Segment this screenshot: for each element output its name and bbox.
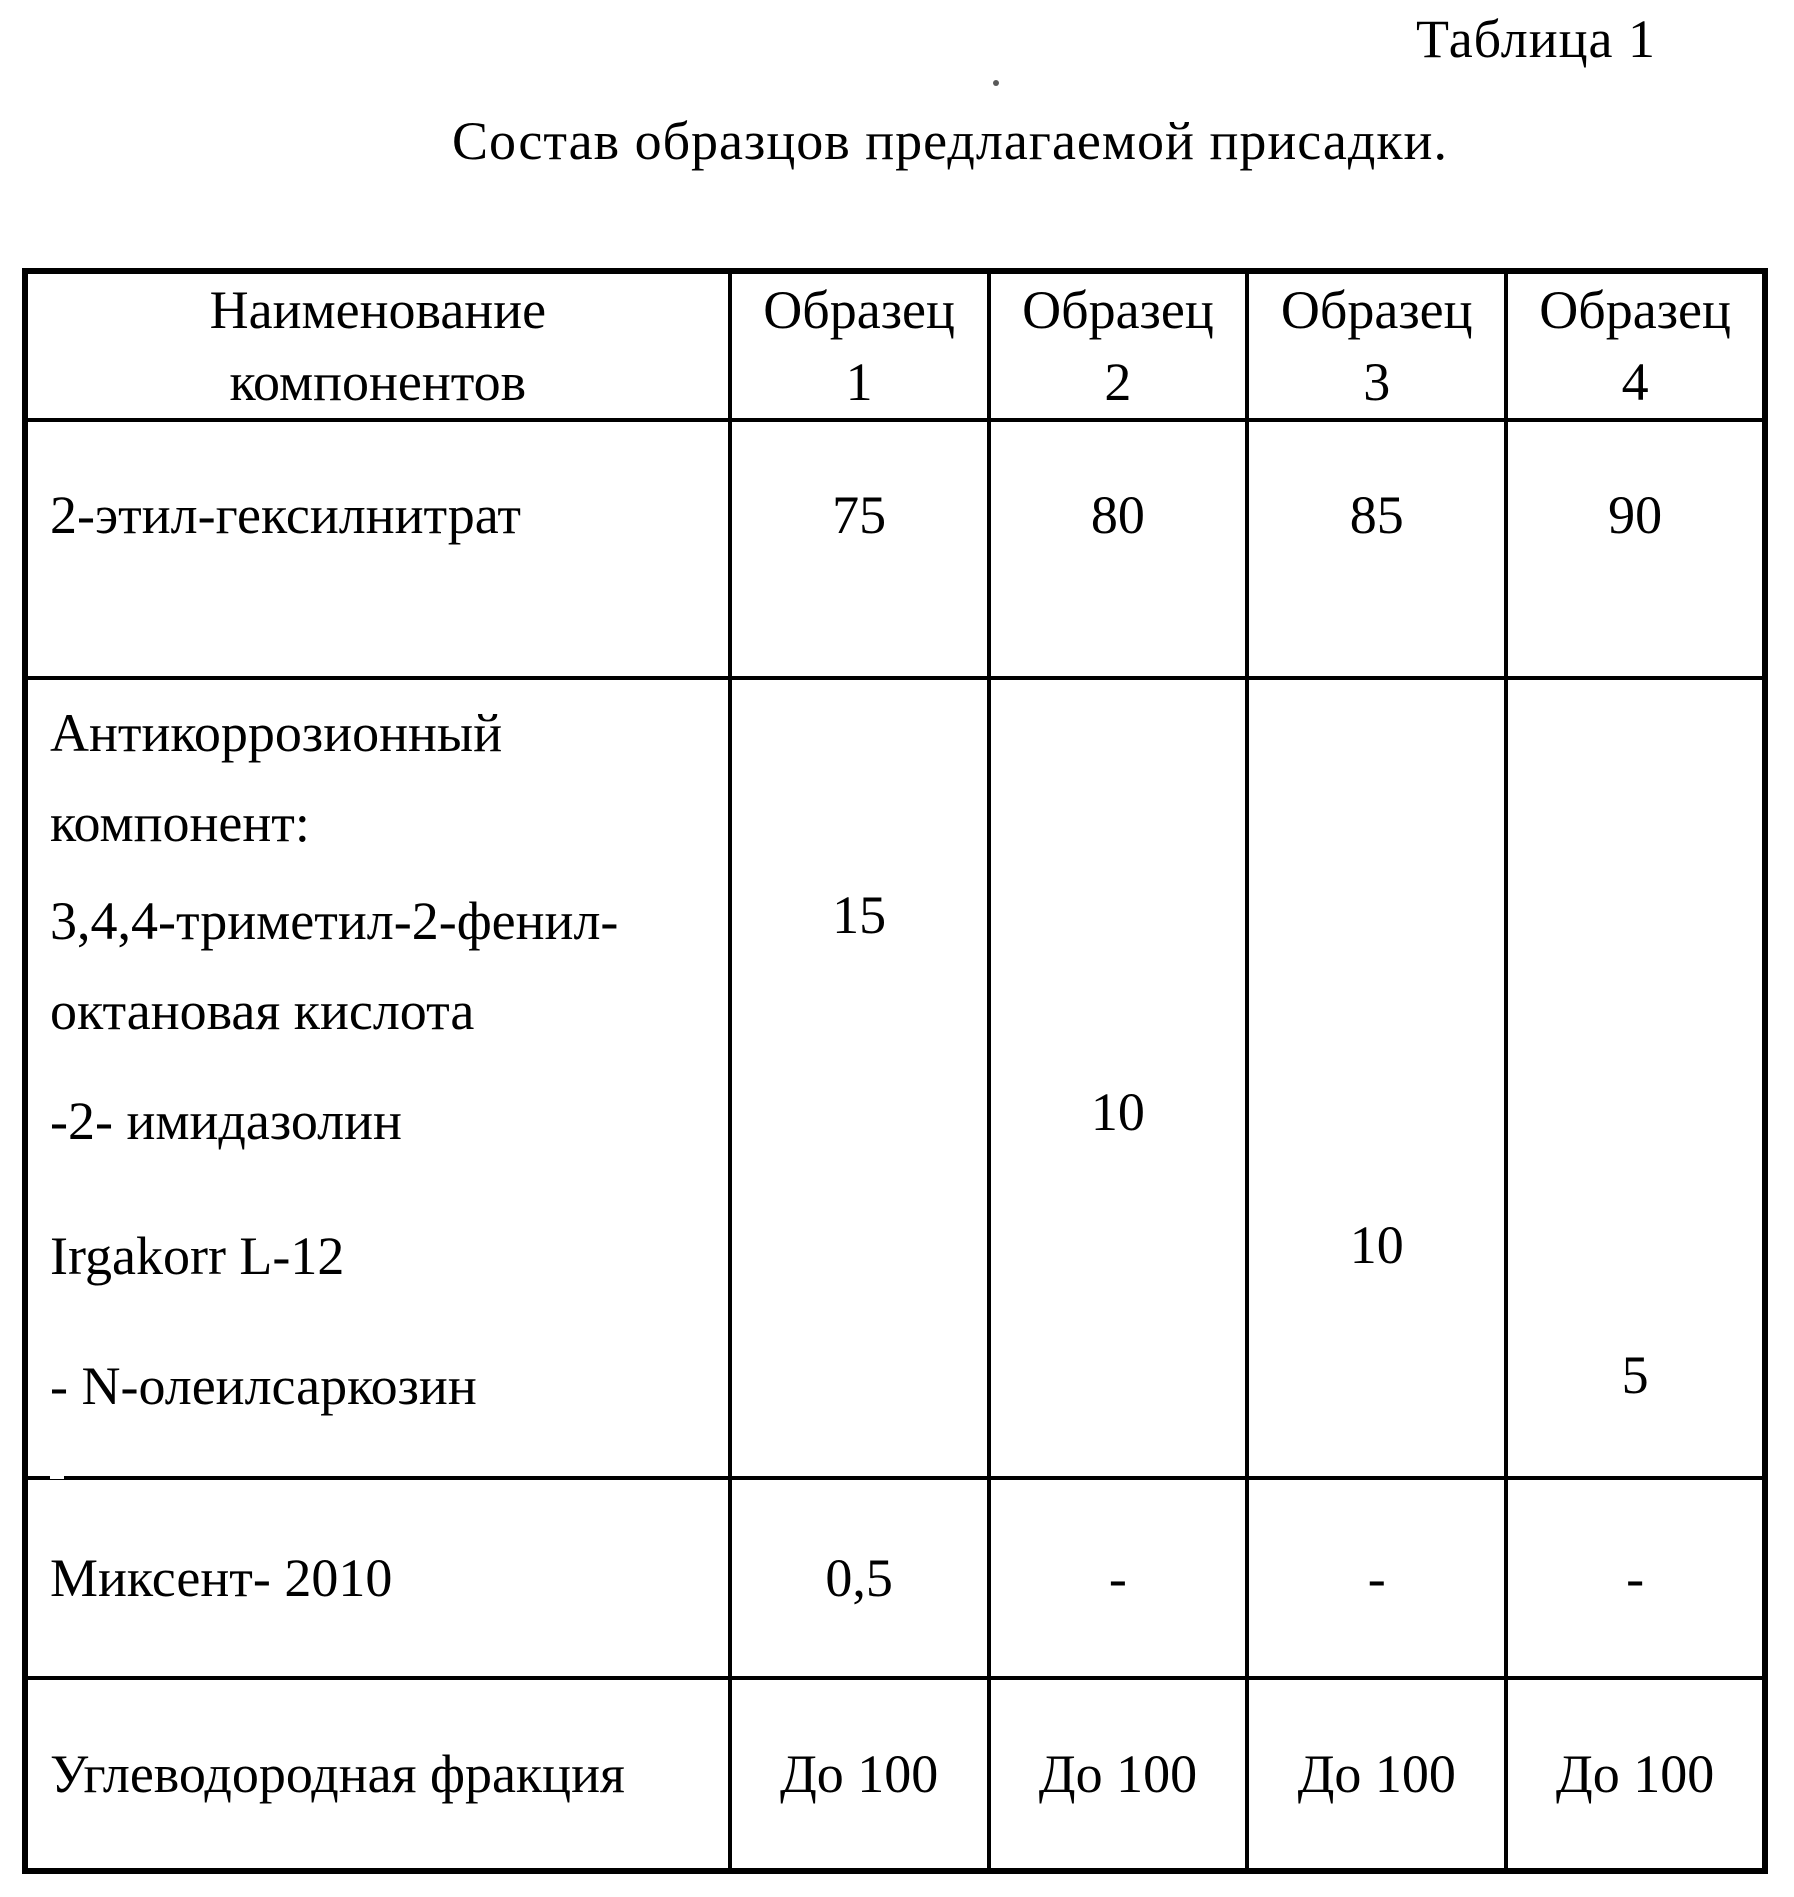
- components-header-cell: Наименование компонентов: [25, 271, 730, 420]
- value-cell-sample-4: -: [1506, 1478, 1765, 1678]
- table-header-row: [25, 271, 1765, 420]
- sample-1-header-cell: Образец 1: [730, 271, 989, 420]
- component-name-cell: 2-этил-гексилнитрат: [25, 420, 730, 678]
- value-cell-sample-3: 85: [1247, 420, 1506, 678]
- table-number-label: Таблица 1: [1416, 9, 1656, 69]
- sample-2-header-cell: Образец 2: [989, 271, 1248, 420]
- component-name-cell: Углеводородная фракция: [25, 1678, 730, 1871]
- value-cell-sample-1: [730, 678, 989, 1478]
- scan-dot-artifact: [993, 80, 999, 86]
- component-value: 5: [1621, 1345, 1649, 1405]
- border-gap-artifact: [50, 1467, 64, 1479]
- component-value: 15: [832, 885, 887, 945]
- composition-table: [22, 268, 1768, 1874]
- component-name-line: -2- имидазолин: [50, 1091, 402, 1151]
- component-value: 10: [1090, 1082, 1145, 1142]
- table-caption: Состав образцов предлагаемой присадки.: [452, 111, 1448, 171]
- value-cell-sample-4: [1506, 678, 1765, 1478]
- value-cell-sample-1: До 100: [730, 1678, 989, 1871]
- row-hydrocarbon-fraction: [25, 1678, 1765, 1871]
- value-cell-sample-3: -: [1247, 1478, 1506, 1678]
- value-cell-sample-2: 80: [989, 420, 1248, 678]
- component-name-line: Антикоррозионный компонент:: [50, 703, 503, 853]
- component-value: 10: [1349, 1215, 1404, 1275]
- row-mixent-2010: [25, 1478, 1765, 1678]
- value-cell-sample-2: [989, 678, 1248, 1478]
- value-cell-sample-4: До 100: [1506, 1678, 1765, 1871]
- sample-4-header-cell: Образец 4: [1506, 271, 1765, 420]
- value-cell-sample-1: 75: [730, 420, 989, 678]
- component-name-cell: [25, 678, 730, 1478]
- row-ethylhexyl-nitrate: [25, 420, 1765, 678]
- value-cell-sample-4: 90: [1506, 420, 1765, 678]
- value-cell-sample-2: До 100: [989, 1678, 1248, 1871]
- component-name-line: 3,4,4-триметил-2-фенил- октановая кислота: [50, 891, 619, 1041]
- component-name-cell: Миксент- 2010: [25, 1478, 730, 1678]
- component-name-line: - N-олеилсаркозин: [50, 1356, 477, 1416]
- value-cell-sample-1: 0,5: [730, 1478, 989, 1678]
- value-cell-sample-2: -: [989, 1478, 1248, 1678]
- sample-3-header-cell: Образец 3: [1247, 271, 1506, 420]
- value-cell-sample-3: [1247, 678, 1506, 1478]
- value-cell-sample-3: До 100: [1247, 1678, 1506, 1871]
- row-anticorrosion-component: [25, 678, 1765, 1478]
- component-name-line: Irgakorr L-12: [50, 1226, 345, 1286]
